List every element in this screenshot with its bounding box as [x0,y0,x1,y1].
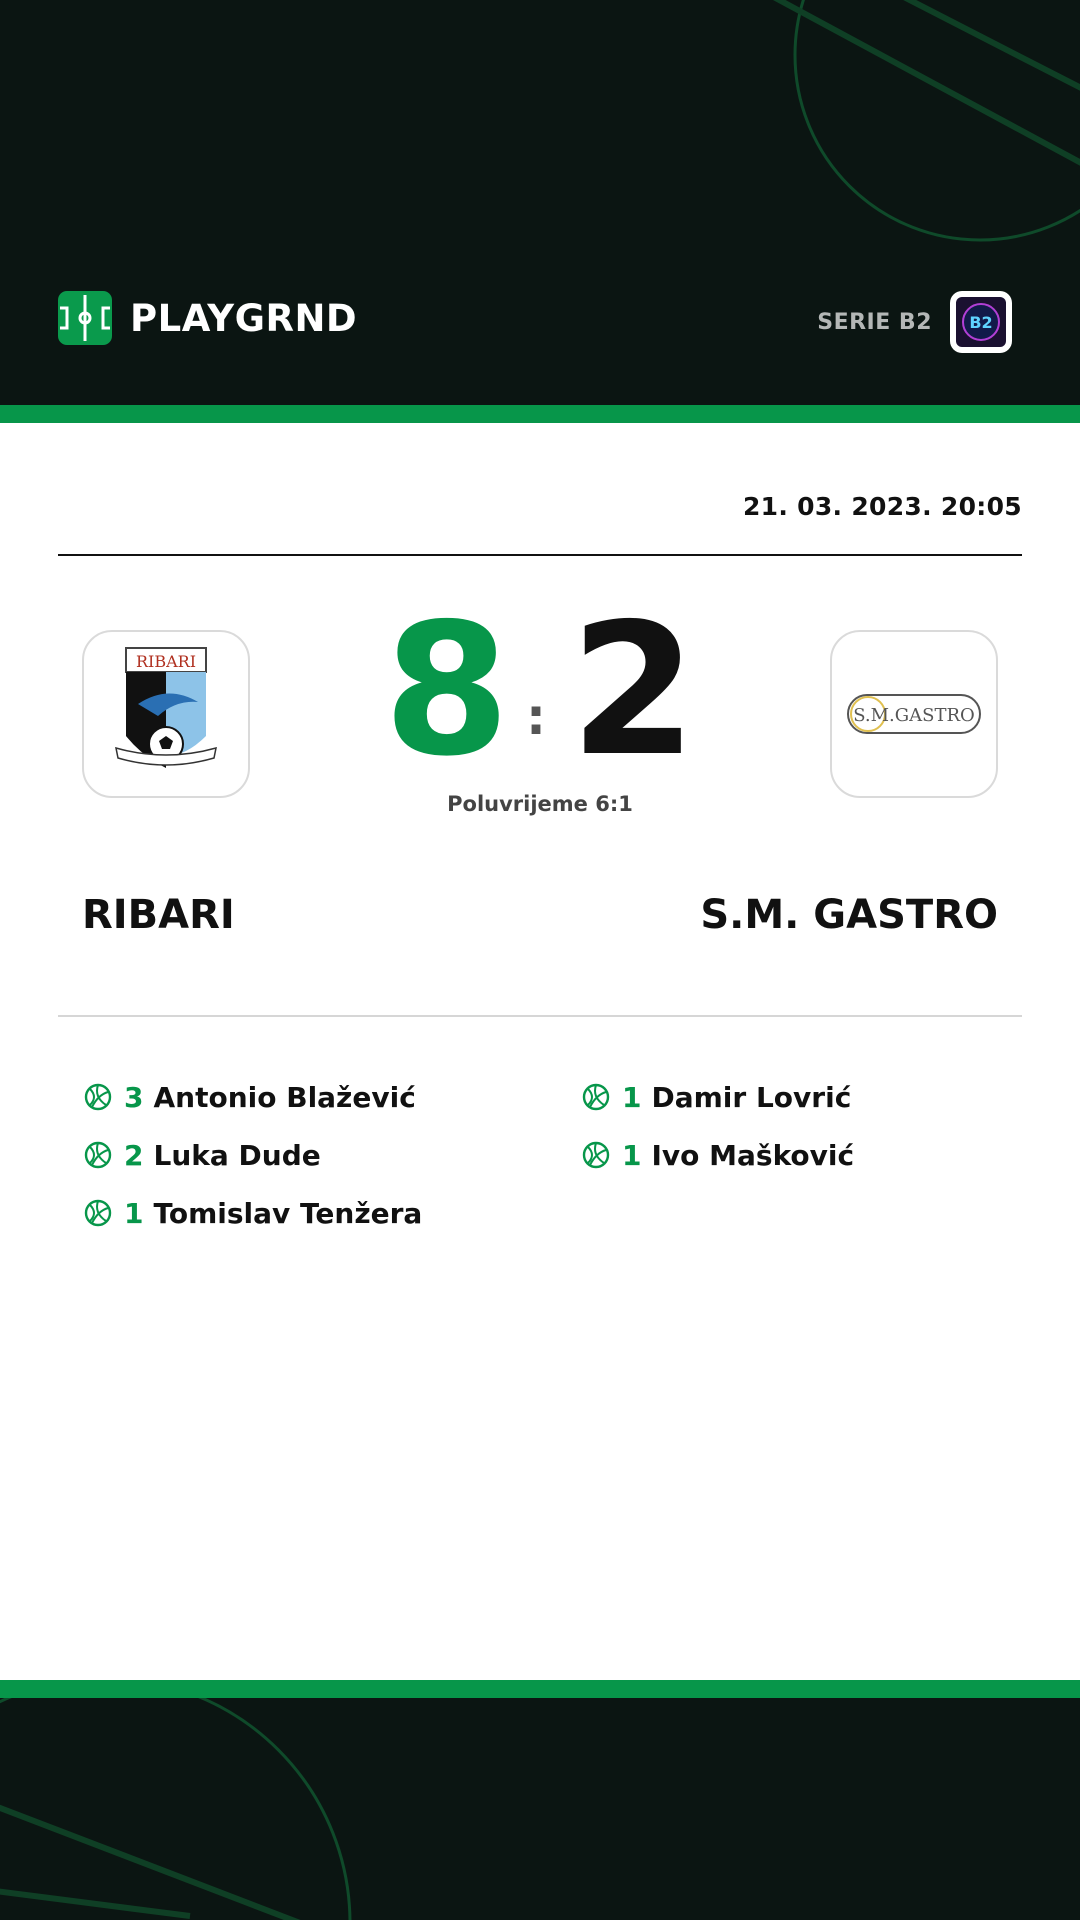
home-team-logo[interactable] [82,630,250,798]
player-name[interactable]: Damir Lovrić [651,1080,852,1114]
league-name: SERIE B2 [817,309,932,335]
match-datetime: 21. 03. 2023. 20:05 [742,492,1022,521]
player-name[interactable]: Ivo Mašković [651,1138,855,1172]
ball-icon [582,1141,610,1169]
scorer-item [84,1068,422,1126]
header [0,0,1080,405]
scoreboard [340,584,740,796]
field-icon [58,291,112,345]
divider [58,1015,1022,1017]
goal-count: 2 [124,1138,144,1172]
league-badge [950,291,1012,353]
divider [58,554,1022,556]
halftime-score: Poluvrijeme 6:1 [447,792,633,816]
scorer-item [84,1126,422,1184]
away-logo-text: S.M.GASTRO [853,705,975,726]
goal-count: 1 [622,1138,642,1172]
score-separator: : [526,688,546,746]
accent-band-bottom [0,1680,1080,1698]
ball-icon [84,1199,112,1227]
away-scorers-list [582,1068,854,1184]
league-info[interactable] [817,291,1012,353]
home-team-name[interactable]: RIBARI [82,892,235,938]
home-score: 8 [383,584,510,796]
player-name[interactable]: Tomislav Tenžera [153,1196,423,1230]
player-name[interactable]: Luka Dude [153,1138,321,1172]
brand-name: PLAYGRND [130,296,358,340]
home-scorers-list [84,1068,422,1242]
home-logo-text: RIBARI [135,652,197,671]
ball-icon [84,1141,112,1169]
accent-band-top [0,405,1080,423]
goal-count: 1 [622,1080,642,1114]
scorer-item [84,1184,422,1242]
goal-count: 1 [124,1196,144,1230]
ball-icon [84,1083,112,1111]
footer [0,1698,1080,1920]
away-score: 2 [570,584,697,796]
scorer-item [582,1068,854,1126]
scorer-item [582,1126,854,1184]
away-team-logo[interactable] [830,630,998,798]
goal-count: 3 [124,1080,144,1114]
brand[interactable] [58,291,357,345]
pitch-lines-decoration [0,1698,1080,1920]
league-badge-text: B2 [969,313,993,332]
ball-icon [582,1083,610,1111]
away-team-name[interactable]: S.M. GASTRO [700,892,998,938]
player-name[interactable]: Antonio Blažević [153,1080,416,1114]
